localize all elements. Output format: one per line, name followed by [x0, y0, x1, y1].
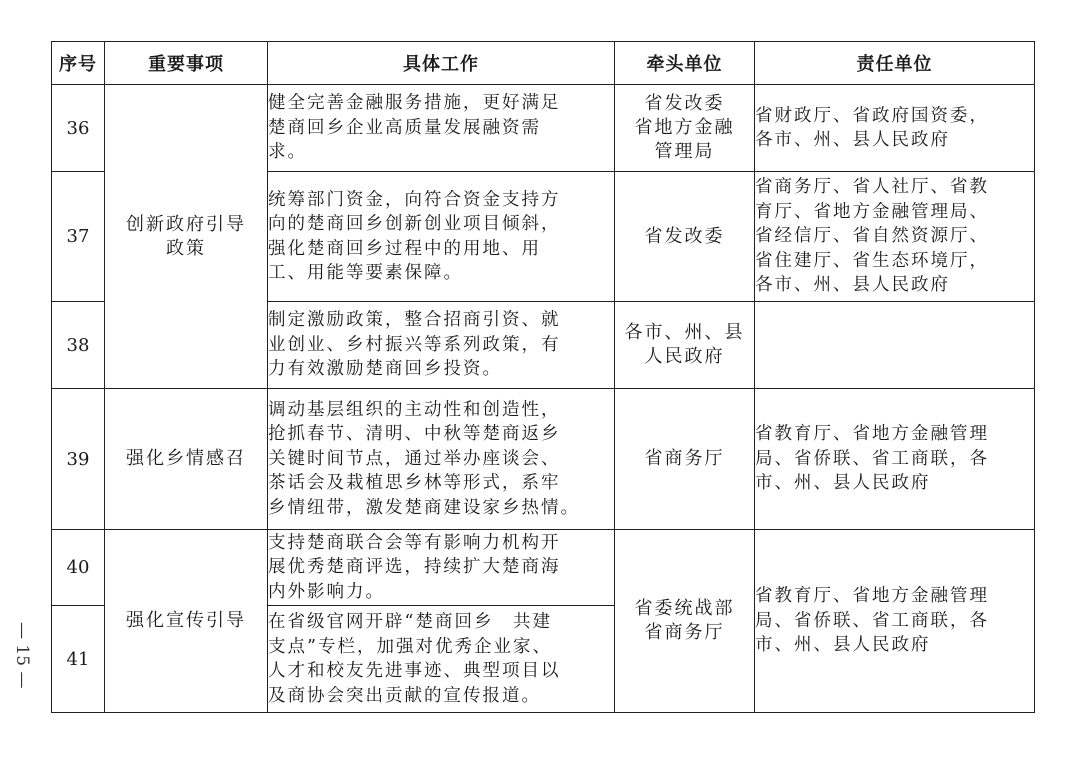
key-matter-line: 创新政府引导: [126, 213, 246, 235]
work-line: 制定激励政策，整合招商引资、就: [268, 310, 561, 331]
responsible-unit-cell: [755, 302, 1035, 389]
responsible-unit-line: 各市、州、县人民政府: [755, 275, 950, 296]
row-number: 40: [52, 530, 105, 606]
row-number: 41: [52, 606, 105, 713]
responsible-unit-cell: [755, 530, 1035, 713]
work-line: 向的楚商回乡创新创业项目倾斜，: [268, 214, 561, 234]
lead-unit-line: 省发改委: [644, 225, 725, 247]
header-key-matter: 重要事项: [105, 42, 268, 85]
responsible-unit-line: 省商务厅、省人社厅、省教: [755, 177, 989, 198]
work-line: 强化楚商回乡过程中的用地、用: [268, 238, 541, 259]
header-specific-work: 具体工作: [268, 42, 615, 85]
work-line: 关键时间节点，通过举办座谈会、: [268, 448, 561, 469]
responsible-unit-line: 省财政厅、省政府国资委，: [755, 105, 989, 126]
work-line: 在省级官网开辟“楚商回乡 共建: [268, 612, 552, 632]
work-cell: [268, 389, 615, 530]
responsible-unit-cell: [755, 172, 1035, 302]
lead-unit-line: 省发改委: [644, 93, 725, 114]
lead-unit-cell: [615, 530, 755, 713]
work-line: 统筹部门资金，向符合资金支持方: [268, 189, 561, 210]
header-lead-unit: 牵头单位: [615, 42, 755, 85]
key-matter-cell: [105, 85, 268, 389]
work-line: 人才和校友先进事迹、典型项目以: [268, 661, 561, 681]
responsible-unit-line: 省经信厅、省自然资源厅、: [755, 226, 989, 247]
responsible-unit-line: 局、省侨联、省工商联，各: [755, 448, 989, 469]
responsible-unit-line: 省教育厅、省地方金融管理: [755, 424, 989, 445]
key-matter-line: 强化宣传引导: [126, 610, 246, 631]
table-row: [52, 530, 1035, 606]
key-matter-line: 强化乡情感召: [126, 448, 246, 469]
responsible-unit-cell: [755, 389, 1035, 530]
lead-unit-cell: [615, 302, 755, 389]
responsible-unit-line: 局、省侨联、省工商联，各: [755, 610, 989, 631]
responsible-unit-line: 省住建厅、省生态环境厅，: [755, 250, 989, 271]
table-row: [52, 85, 1035, 172]
lead-unit-line: 人民政府: [644, 346, 725, 367]
lead-unit-cell: [615, 389, 755, 530]
lead-unit-line: 管理局: [654, 141, 715, 162]
work-line: 茶话会及栽植思乡林等形式，系牢: [268, 473, 561, 494]
work-line: 调动基层组织的主动性和创造性，: [268, 399, 561, 420]
work-line: 业创业、乡村振兴等系列政策，有: [268, 334, 561, 355]
work-line: 支持楚商联合会等有影响力机构开: [268, 532, 561, 553]
row-number: 39: [52, 389, 105, 530]
key-matter-cell: [105, 389, 268, 530]
lead-unit-line: 省商务厅: [644, 622, 725, 643]
responsible-unit-line: 各市、州、县人民政府: [755, 130, 950, 150]
row-number: 36: [52, 85, 105, 172]
header-serial: 序号: [52, 42, 105, 85]
lead-unit-line: 省委统战部: [634, 598, 735, 619]
responsible-unit-line: 市、州、县人民政府: [755, 635, 931, 656]
responsible-unit-line: 市、州、县人民政府: [755, 473, 931, 494]
work-cell: [268, 606, 615, 713]
policy-table: [51, 41, 1035, 713]
key-matter-line: 政策: [166, 237, 206, 259]
work-line: 楚商回乡企业高质量发展融资需: [268, 117, 541, 138]
work-line: 求。: [268, 142, 307, 163]
lead-unit-line: 各市、州、县: [624, 322, 745, 343]
page-number: — 15 —: [12, 621, 32, 689]
row-number: 37: [52, 172, 105, 302]
work-line: 展优秀楚商评选，持续扩大楚商海: [268, 557, 561, 578]
responsible-unit-cell: [755, 85, 1035, 172]
work-line: 内外影响力。: [268, 581, 385, 602]
work-cell: [268, 172, 615, 302]
lead-unit-cell: [615, 85, 755, 172]
work-line: 健全完善金融服务措施，更好满足: [268, 93, 561, 114]
work-line: 力有效激励楚商回乡投资。: [268, 359, 502, 380]
work-cell: [268, 302, 615, 389]
lead-unit-cell: [615, 172, 755, 302]
key-matter-cell: [105, 530, 268, 713]
work-cell: [268, 85, 615, 172]
responsible-unit-line: 育厅、省地方金融管理局、: [755, 201, 989, 222]
lead-unit-line: 省商务厅: [644, 448, 725, 469]
work-line: 工、用能等要素保障。: [268, 263, 463, 283]
responsible-unit-line: 省教育厅、省地方金融管理: [755, 586, 989, 607]
table-row: [52, 389, 1035, 530]
work-line: 支点”专栏，加强对优秀企业家、: [268, 636, 552, 657]
table-header-row: [52, 42, 1035, 85]
work-line: 抢抓春节、清明、中秋等楚商返乡: [268, 424, 561, 445]
work-line: 及商协会突出贡献的宣传报道。: [268, 685, 541, 706]
work-cell: [268, 530, 615, 606]
lead-unit-line: 省地方金融: [634, 117, 735, 138]
row-number: 38: [52, 302, 105, 389]
header-responsible-unit: 责任单位: [755, 42, 1035, 85]
work-line: 乡情纽带，激发楚商建设家乡热情。: [268, 497, 580, 518]
